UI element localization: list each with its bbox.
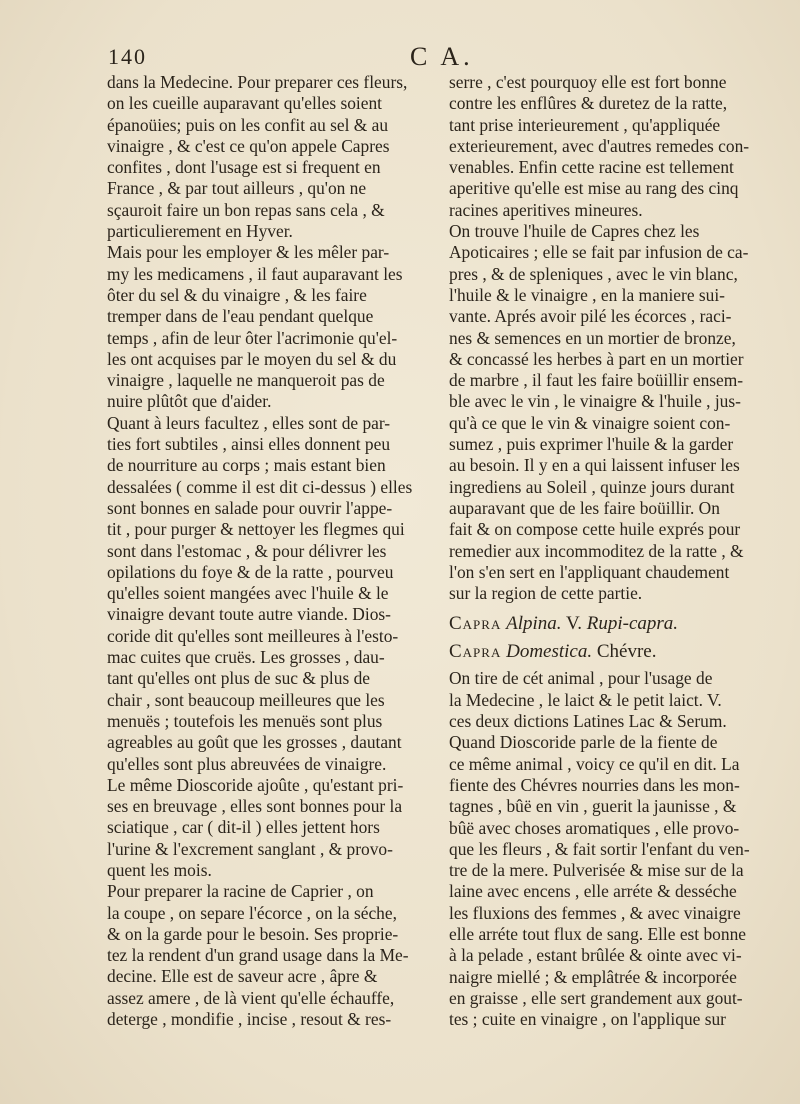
text-line: Quant à leurs facultez , elles sont de par- [107,412,391,433]
text-line: Mais pour les employer & les mêler par- [107,242,390,263]
text-line: vante. Aprés avoir pilé les écorces , raci- [449,306,732,327]
text-line: mac cuites que cruës. Les grosses , dau- [107,647,385,668]
text-line: tez la rendent d'un grand usage dans la Me- [107,945,409,966]
text-line: confites , dont l'usage est si frequent en [107,157,381,178]
text-line: vinaigre devant toute autre viande. Dios- [107,604,391,625]
text-line: nuire plûtôt que d'aider. [107,391,272,412]
text-line: naigre miellé ; & emplâtrée & incorporée [449,966,737,987]
entry-heading-capra-alpina: Capra Alpina. V. Rupi-capra. [449,613,679,635]
text-line: ces deux dictions Latines Lac & Serum. [449,711,727,732]
text-line: les ont acquises par le moyen du sel & du [107,348,397,369]
text-line: France , & par tout ailleurs , qu'on ne [107,178,367,199]
text-line: sont dans l'estomac , & pour délivrer les [107,540,387,561]
text-line: les fluxions des femmes , & avec vinaigre [449,902,741,923]
text-line: de marbre , il faut les faire boüillir ensem- [449,370,744,391]
text-line: on les cueille auparavant qu'elles soient [107,93,383,114]
text-line: tagnes , bûë en vin , guerit la jaunisse , & [449,796,737,817]
text-line: Pour preparer la racine de Caprier , on [107,881,374,902]
text-line: vinaigre , & c'est ce qu'on appele Capres [107,135,390,156]
text-line: épanoüies; puis on les confit au sel & au [107,114,389,135]
text-line: venables. Enfin cette racine est tellement [449,157,734,178]
text-line: à la pelade , estant brûlée & ointe avec vi- [449,945,742,966]
text-line: dessalées ( comme il est dit ci-dessus ) elles [107,476,413,497]
text-line: ingrediens au Soleil , quinze jours durant [449,476,735,497]
text-line: temps , afin de leur ôter l'acrimonie qu'el- [107,327,398,348]
left-column [107,72,437,1030]
text-line: la coupe , on separe l'écorce , on la séche, [107,902,397,923]
text-line: la Medecine , le laict & le petit laict. V. [449,689,722,710]
text-line: l'on s'en sert en l'appliquant chaudement [449,561,730,582]
text-line: sçauroit faire un bon repas sans cela , & [107,199,385,220]
text-line: racines aperitives mineures. [449,199,643,220]
running-head: C A. [410,42,474,71]
text-line: particulierement en Hyver. [107,221,293,242]
text-line: bûë avec choses aromatiques , elle provo- [449,817,740,838]
text-line: fait & on compose cette huile exprés pour [449,519,741,540]
text-line: tit , pour purger & nettoyer les flegmes qui [107,519,405,540]
text-line: qu'elles soient mangées avec l'huile & le [107,583,389,604]
text-line: l'huile & le vinaigre , en la maniere sui- [449,284,725,305]
text-line: laine avec encens , elle arréte & desséche [449,881,737,902]
text-line: menuës ; toutefois les menuës sont plus [107,710,383,731]
text-line: & on la garde pour le besoin. Ses proprie- [107,923,399,944]
text-line: Le même Dioscoride ajoûte , qu'estant pri- [107,774,404,795]
text-line: aperitive qu'elle est mise au rang des cinq [449,178,739,199]
text-line: ses en breuvage , elles sont bonnes pour la [107,796,403,817]
text-line: pres , & de spleniques , avec le vin blanc, [449,263,738,284]
text-line: elle arréte tout flux de sang. Elle est bonne [449,923,746,944]
text-line: Quand Dioscoride parle de la fiente de [449,732,718,753]
text-line: tremper dans de l'eau pendant quelque [107,306,374,327]
text-line: quent les mois. [107,859,212,880]
text-line: qu'à ce que le vin & vinaigre soient con- [449,412,731,433]
text-line: de nourriture au corps ; mais estant bien [107,455,386,476]
text-line: sont bonnes en salade pour ouvrir l'appe- [107,497,393,518]
right-column-top [449,72,779,604]
text-line: en graisse , elle sert grandement aux gout- [449,987,743,1008]
text-line: ôter du sel & du vinaigre , & les faire [107,284,367,305]
text-line: contre les enflûres & duretez de la ratte, [449,93,728,114]
text-line: Apoticaires ; elle se fait par infusion de ca- [449,242,749,263]
entry-heading-capra-domestica: Capra Domestica. Chévre. [449,641,657,663]
text-line: ties fort subtiles , ainsi elles donnent peu [107,434,391,455]
text-line: opilations du foye & de la ratte , pourveu [107,561,394,582]
text-line: tant prise interieurement , qu'appliquée [449,114,721,135]
text-line: ble avec le vin , le vinaigre & l'huile , jus- [449,391,741,412]
text-line: assez amere , de là vient qu'elle échauffe, [107,987,395,1008]
text-line: au besoin. Il y en a qui laissent infuser les [449,455,740,476]
text-line: l'urine & l'excrement sanglant , & provo- [107,838,393,859]
text-line: dans la Medecine. Pour preparer ces fleurs, [107,72,408,92]
text-line: exterieurement, avec d'autres remedes con- [449,135,750,156]
page-number: 140 [108,44,147,69]
text-line: auparavant que de les faire boüillir. On [449,497,720,518]
text-line: On tire de cét animal , pour l'usage de [449,668,713,689]
text-line: sumez , puis exprimer l'huile & la garder [449,434,734,455]
text-line: chair , sont beaucoup meilleures que les [107,689,385,710]
text-line: agreables au goût que les grosses , dautant [107,732,402,753]
right-column [449,72,779,1030]
text-line: que les fleurs , & fait sortir l'enfant du ven- [449,838,750,859]
text-line: sur la region de cette partie. [449,583,643,604]
text-line: On trouve l'huile de Capres chez les [449,221,700,242]
text-line: coride dit qu'elles sont meilleures à l'esto- [107,625,399,646]
text-line: fiente des Chévres nourries dans les mon- [449,774,740,795]
text-line: nes & semences en un mortier de bronze, [449,327,736,348]
text-line: & concassé les herbes à part en un mortier [449,348,744,369]
text-line: tre de la mere. Pulverisée & mise sur de la [449,860,744,881]
text-line: tant qu'elles ont plus de suc & plus de [107,668,370,689]
text-line: tes ; cuite en vinaigre , on l'applique sur [449,1009,726,1030]
text-line: qu'elles sont plus abreuvées de vinaigre. [107,753,387,774]
text-line: ce même animal , voicy ce qu'il en dit. La [449,753,740,774]
text-line: sciatique , car ( dit-il ) elles jettent hors [107,817,380,838]
text-line: remedier aux incommoditez de la ratte , & [449,540,744,561]
text-line: vinaigre , laquelle ne manqueroit pas de [107,370,385,391]
text-line: deterge , mondifie , incise , resout & res- [107,1009,392,1030]
right-column-bottom [449,668,779,1030]
text-line: serre , c'est pourquoy elle est fort bonne [449,72,727,92]
text-line: my les medicamens , il faut auparavant les [107,263,403,284]
text-line: decine. Elle est de saveur acre , âpre & [107,966,378,987]
